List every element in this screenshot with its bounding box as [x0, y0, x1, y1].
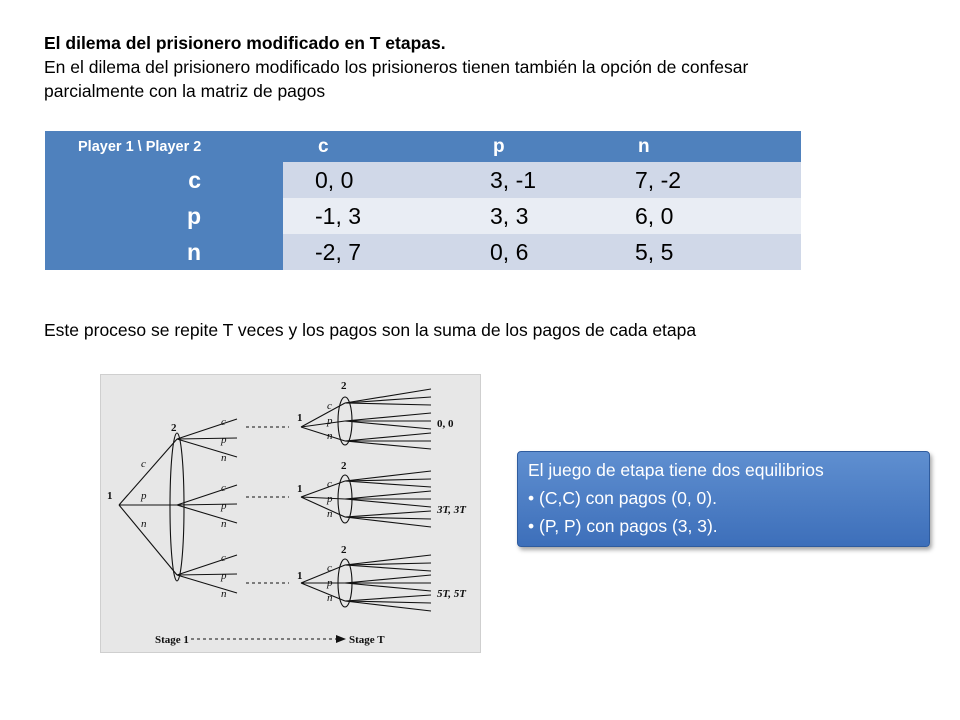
tree-action-n: n [327, 508, 333, 520]
tree-action-n: n [327, 430, 333, 442]
matrix-row-n [45, 234, 801, 270]
tree-action-p: p [327, 577, 333, 589]
tree-action-c: c [141, 458, 146, 470]
payoff-cell: 3, -1 [458, 162, 603, 198]
tree-player-2-label: 2 [341, 380, 347, 392]
intro-text [44, 31, 944, 103]
payoff-cell: -2, 7 [283, 234, 458, 270]
tree-player-2-label: 2 [341, 460, 347, 472]
stage-end-label: Stage T [349, 634, 385, 646]
tree-action-n: n [221, 588, 227, 600]
row-header-p: p [45, 198, 283, 234]
callout-heading: El juego de etapa tiene dos equilibrios [528, 460, 824, 480]
tree-action-c: c [327, 562, 332, 574]
tree-action-p: p [141, 490, 147, 502]
tree-player-1-label: 1 [297, 483, 303, 495]
tree-action-p: p [327, 493, 333, 505]
tree-player-1-label: 1 [297, 412, 303, 424]
game-tree-figure [100, 374, 481, 653]
column-header-p: p [458, 131, 603, 162]
tree-player-2-label: 2 [341, 544, 347, 556]
column-header-c: c [283, 131, 458, 162]
tree-player-2-label: 2 [171, 422, 177, 434]
stage-start-label: Stage 1 [155, 634, 189, 646]
row-header-n: n [45, 234, 283, 270]
payoff-matrix [45, 131, 801, 270]
tree-action-c: c [221, 416, 226, 428]
tree-action-c: c [221, 552, 226, 564]
tree-action-p: p [221, 570, 227, 582]
tree-action-c: c [221, 482, 226, 494]
column-header-n: n [603, 131, 801, 162]
matrix-corner-label: Player 1 \ Player 2 [45, 131, 283, 162]
game-tree-diagram [101, 375, 480, 652]
tree-action-c: c [327, 400, 332, 412]
tree-payoff-label: 0, 0 [437, 418, 454, 430]
repeat-description: Este proceso se repite T veces y los pagos son la suma de los pagos de cada etapa [44, 320, 697, 340]
payoff-cell: -1, 3 [283, 198, 458, 234]
matrix-row-c [45, 162, 801, 198]
tree-action-n: n [221, 452, 227, 464]
tree-action-p: p [221, 434, 227, 446]
intro-line-1: En el dilema del prisionero modificado los prisioneros tienen también la opción de confesar [44, 57, 749, 77]
tree-action-n: n [221, 518, 227, 530]
equilibria-callout [517, 451, 930, 547]
payoff-cell: 3, 3 [458, 198, 603, 234]
matrix-header-row [45, 131, 801, 162]
tree-player-1-label: 1 [297, 570, 303, 582]
tree-player-1-label: 1 [107, 490, 113, 502]
tree-action-n: n [141, 518, 147, 530]
tree-action-n: n [327, 592, 333, 604]
tree-action-p: p [327, 415, 333, 427]
payoff-cell: 6, 0 [603, 198, 801, 234]
tree-action-p: p [221, 500, 227, 512]
payoff-cell: 0, 0 [283, 162, 458, 198]
payoff-cell: 0, 6 [458, 234, 603, 270]
callout-item: • (C,C) con pagos (0, 0). [528, 488, 717, 508]
matrix-row-p [45, 198, 801, 234]
payoff-cell: 7, -2 [603, 162, 801, 198]
callout-item: • (P, P) con pagos (3, 3). [528, 516, 718, 536]
tree-action-c: c [327, 478, 332, 490]
tree-payoff-label: 5T, 5T [437, 588, 466, 600]
tree-payoff-label: 3T, 3T [437, 504, 466, 516]
payoff-cell: 5, 5 [603, 234, 801, 270]
row-header-c: c [45, 162, 283, 198]
slide-title: El dilema del prisionero modificado en T etapas. [44, 33, 446, 53]
intro-line-2: parcialmente con la matriz de pagos [44, 81, 326, 101]
